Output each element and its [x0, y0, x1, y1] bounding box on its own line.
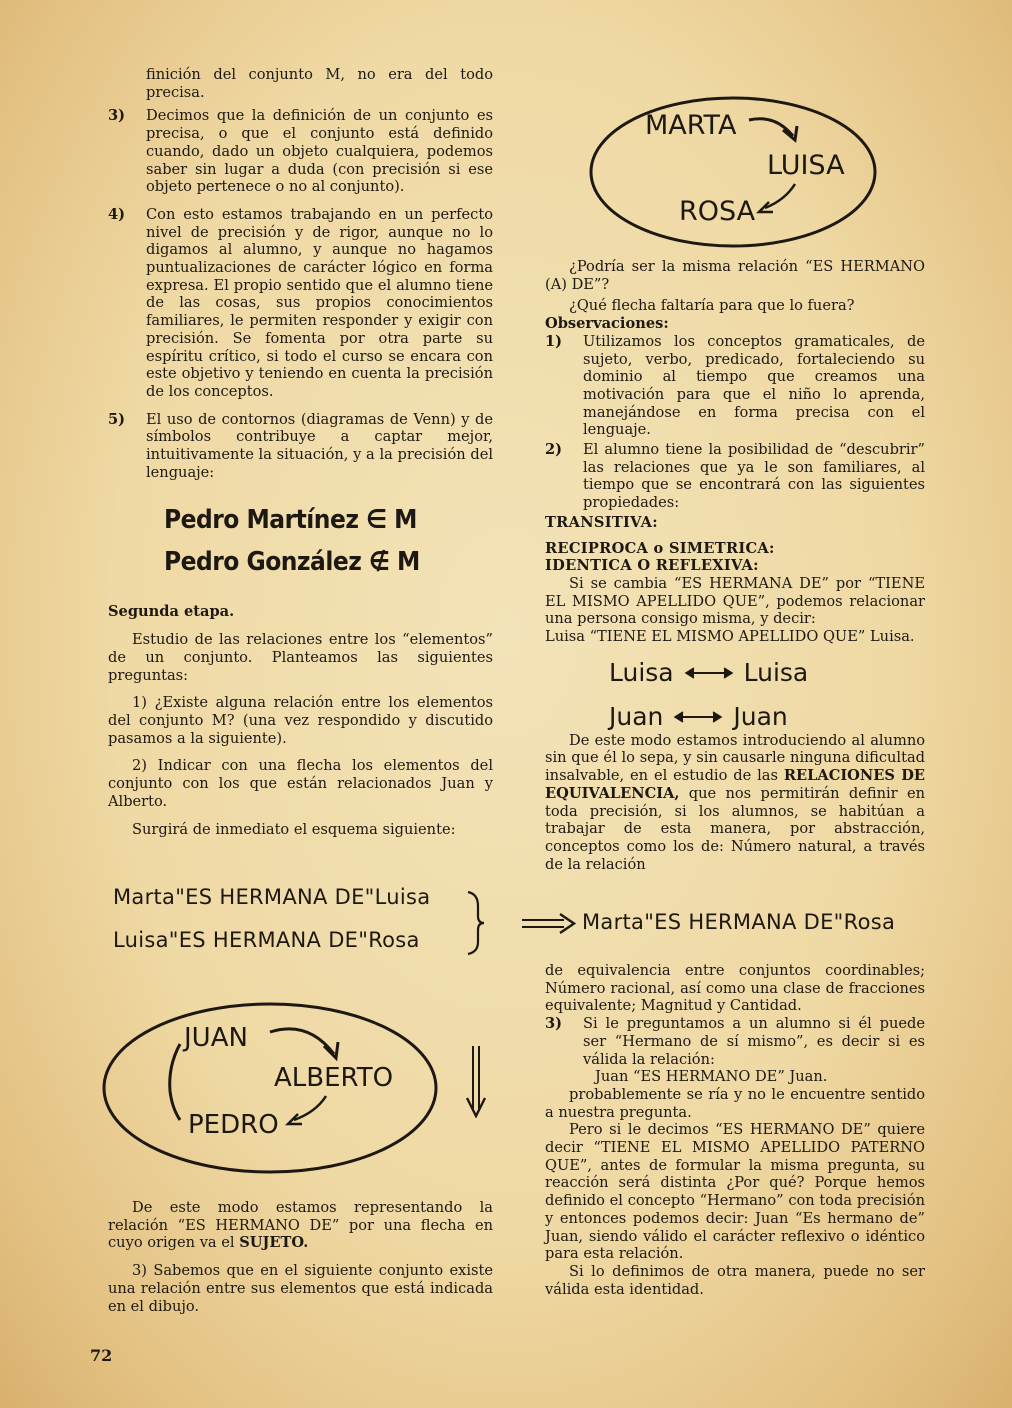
reflexive-right: Juan — [733, 701, 788, 731]
relation-juan: Juan “ES HERMANO DE” Juan. — [595, 1068, 828, 1086]
schema-result: Marta"ES HERMANA DE"Rosa — [582, 910, 896, 934]
paragraph-estudio: Estudio de las relaciones entre los “elementos” de un conjunto. Planteamos las siguientes preguntas: — [108, 631, 493, 684]
property-identica: IDENTICA O REFLEXIVA: — [545, 557, 759, 575]
item-number: 1) — [545, 332, 563, 350]
reflexive-left: Juan — [609, 701, 664, 731]
question-podria: ¿Podría ser la misma relación “ES HERMANO (A) DE”? — [545, 258, 925, 293]
double-arrow-icon — [684, 666, 734, 680]
observacion-3 — [545, 1015, 925, 1068]
reflexive-juan — [609, 702, 925, 732]
schema-line-2: Luisa"ES HERMANA DE"Rosa — [113, 928, 420, 952]
right-column-bottom — [545, 962, 925, 1298]
element-luisa: LUISA — [767, 150, 845, 181]
item-number: 2) — [545, 441, 563, 459]
schema-brace-icon — [464, 890, 486, 956]
element-juan: JUAN — [184, 1023, 248, 1053]
item-number: 4) — [108, 205, 126, 223]
left-column — [108, 66, 493, 838]
section-heading: Segunda etapa. — [108, 603, 235, 621]
membership-line-1: Pedro Martínez ∈ M — [164, 505, 417, 536]
schema-line-1: Marta"ES HERMANA DE"Luisa — [113, 885, 431, 909]
question-2: 2) Indicar con una flecha los elementos del conjunto con los que están relacionados Juan y Alberto. — [108, 757, 493, 810]
property-reciproca: RECIPROCA o SIMETRICA: — [545, 539, 775, 557]
right-column — [545, 258, 925, 873]
reflexive-left: Luisa — [609, 657, 674, 687]
paragraph-text: De este modo estamos representando la relación “ES HERMANO DE” por una flecha en cuyo origen va el — [108, 1199, 493, 1252]
item-text: El alumno tiene la posibilidad de “descubrir” las relaciones que ya le son familiares, al tiempo que se encontrará con las siguientes propiedades: — [583, 441, 925, 512]
item-3 — [108, 107, 493, 196]
item-5 — [108, 411, 493, 482]
paragraph-de-este-modo — [108, 1199, 493, 1252]
question-1: 1) ¿Existe alguna relación entre los elementos del conjunto M? (una vez respondido y discutido pasamos a la siguiente). — [108, 694, 493, 747]
page-number: 72 — [90, 1346, 113, 1365]
left-column-bottom — [108, 1199, 493, 1315]
observacion-1 — [545, 333, 925, 439]
paragraph-si-lo: Si lo definimos de otra manera, puede no ser válida esta identidad. — [545, 1262, 925, 1298]
paragraph-text: De este modo estamos introduciendo al alumno sin que él lo sepa, y sin causarle ninguna dificultad insalvable, en el estudio de las — [545, 731, 925, 785]
observacion-2 — [545, 441, 925, 512]
question-que-flecha: ¿Qué flecha faltaría para que lo fuera? — [569, 297, 855, 315]
sujeto-emphasis: SUJETO. — [239, 1234, 309, 1252]
paragraph-equivalencia — [545, 732, 925, 874]
paragraph-si-se-cambia: Si se cambia “ES HERMANA DE” por “TIENE EL MISMO APELLIDO QUE”, podemos relacionar una persona consigo misma, y decir: — [545, 574, 925, 628]
reflexive-right: Luisa — [743, 657, 809, 687]
property-transitiva: TRANSITIVA: — [545, 513, 658, 531]
question-3: 3) Sabemos que en el siguiente conjunto existe una relación entre sus elementos que está indicada en el dibujo. — [108, 1262, 493, 1315]
item-text: Decimos que la definición de un conjunto es precisa, o que el conjunto está definido cuando, dado un objeto cualquiera, podemos saber sin lugar a duda (con precisión si ese objeto pertenece o no al conjunto). — [146, 107, 493, 196]
reflexive-luisa — [609, 656, 925, 690]
paragraph-text: que nos permitirán definir en toda precisión, si los alumnos, se habitúan a trabajar de esta manera, por abstracción, conceptos como los de: Número natural, a través de la relación — [545, 784, 925, 873]
item-4 — [108, 206, 493, 401]
venn-diagram-juan-alberto-pedro — [98, 996, 448, 1186]
element-rosa: ROSA — [679, 196, 756, 227]
membership-line-2: Pedro González ∉ M — [164, 547, 420, 578]
item-text: Utilizamos los conceptos gramaticales, de sujeto, verbo, predicado, fortaleciendo su dominio al tiempo que creamos una motivación para que el niño lo aprenda, manejándose en forma precisa con el lenguaje. — [583, 332, 925, 439]
observaciones-heading: Observaciones: — [545, 315, 669, 333]
paragraph-continuation: de equivalencia entre conjuntos coordinables; Número racional, así como una clase de fracciones equivalente; Magnitud y Cantidad. — [545, 962, 925, 1015]
relaciones-equivalencia-emphasis: RELACIONES DE EQUIVALENCIA, — [545, 767, 925, 802]
item-text: Con esto estamos trabajando en un perfecto nivel de precisión y de rigor, aunque no lo digamos al alumno, y aunque no hagamos puntualizaciones de carácter lógico en forma expresa. El propio sentido que el alumno tiene de las cosas, sus propios conocimientos familiares, le permiten responder y exigir con precisión. Se fomenta por otra parte su espíritu crítico, si todo el curso se encara con este objetivo y teniendo en cuenta la precisión de los conceptos. — [146, 205, 493, 400]
element-alberto: ALBERTO — [274, 1063, 394, 1093]
item-number: 3) — [108, 107, 126, 125]
paragraph-pero: Pero si le decimos “ES HERMANO DE” quiere decir “TIENE EL MISMO APELLIDO PATERNO QUE”, antes de formular la misma pregunta, su reacción será distinta ¿Por qué? Porque hemos definido el concepto “Hermano” con toda precisión y entonces podemos decir: Juan “Es hermano de” Juan, siendo válido el carácter reflexivo o idéntico para esta relación. — [545, 1121, 925, 1263]
element-marta: MARTA — [645, 110, 737, 141]
item-number: 3) — [545, 1015, 563, 1033]
paragraph-luisa-tiene: Luisa “TIENE EL MISMO APELLIDO QUE” Luisa. — [545, 628, 915, 646]
item-text: El uso de contornos (diagramas de Venn) y de símbolos contribuye a captar mejor, intuitivamente la situación, y a la precisión del lenguaje: — [146, 410, 493, 481]
implies-arrow-icon — [520, 912, 576, 936]
item-number: 5) — [108, 410, 126, 428]
paragraph-probablemente: probablemente se ría y no le encuentre sentido a nuestra pregunta. — [545, 1085, 925, 1121]
continuation-paragraph: finición del conjunto M, no era del todo precisa. — [146, 66, 493, 101]
double-arrow-icon — [673, 710, 723, 724]
paragraph-surgira: Surgirá de inmediato el esquema siguiente: — [132, 820, 456, 838]
down-arrow-icon — [464, 1044, 488, 1118]
item-text: Si le preguntamos a un alumno si él puede ser “Hermano de sí mismo”, es decir si es válida la relación: — [583, 1015, 925, 1068]
element-pedro: PEDRO — [188, 1110, 279, 1140]
venn-diagram-marta-luisa-rosa — [585, 92, 885, 254]
